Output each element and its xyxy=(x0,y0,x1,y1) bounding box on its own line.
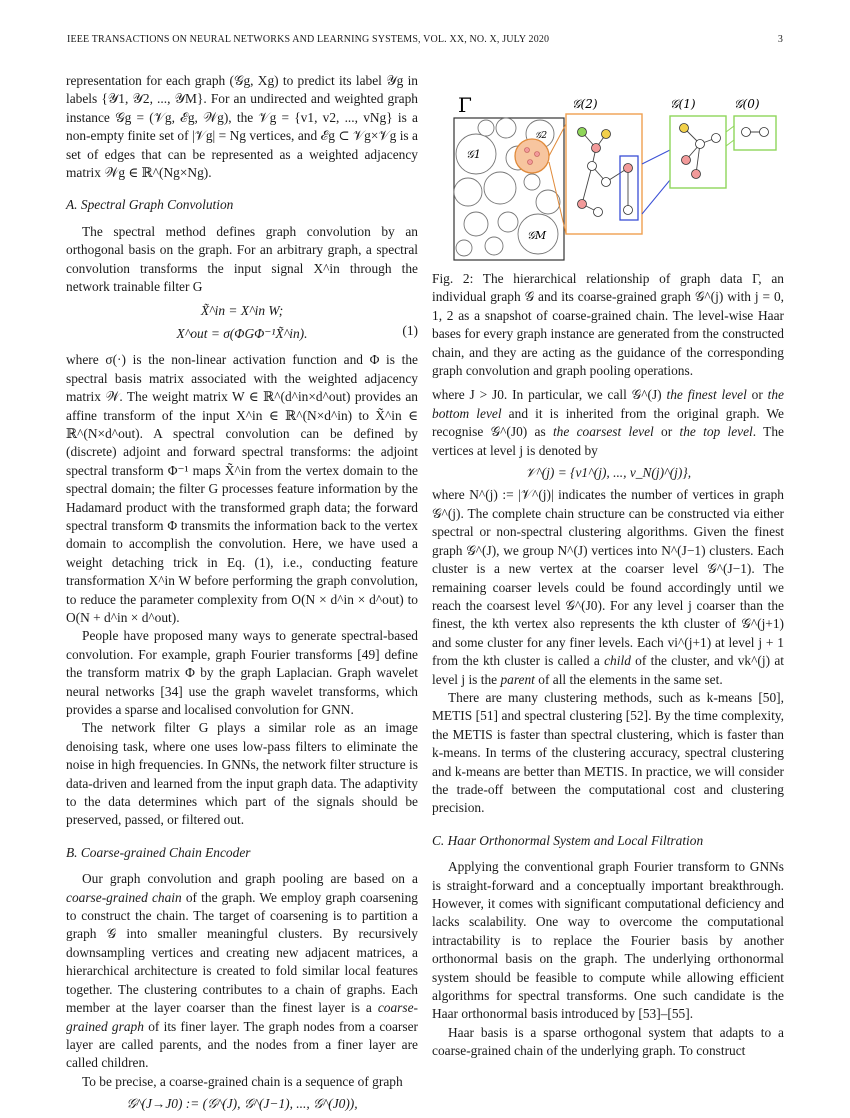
graph-circle xyxy=(485,237,503,255)
g0-box xyxy=(734,116,776,150)
connector-line xyxy=(642,150,670,164)
text-run: of the graph. We employ graph coarsening to construct the chain. The target of coarsening is to partition a graph 𝒢 into smaller meaningful clusters. By recursively downsampling vertices and creating new adjacent matrices, a hierarchical architecture is created to fold similar local features together. The clustering contributes to a chain of graphs. Each member at the layer coarser than the finest layer is a xyxy=(66,889,418,1016)
text-run: of its finer layer. The graph nodes from a coarser layer are called parents, and the nodes from a finer layer are called children. xyxy=(66,1018,418,1071)
g2-node xyxy=(578,200,587,209)
text-run: and it is inherited from the original graph. We recognise 𝒢^(J0) as xyxy=(432,405,784,440)
graph-circle xyxy=(496,118,516,138)
selected-graph-node xyxy=(525,148,530,153)
right-paragraph-2 xyxy=(432,486,784,688)
g0-node xyxy=(742,128,751,137)
g2-node xyxy=(592,144,601,153)
graph-circle xyxy=(498,212,518,232)
emphasis-bottom-level: the bottom level xyxy=(432,387,784,421)
equation-1-number: (1) xyxy=(402,323,418,339)
g2-node xyxy=(624,164,633,173)
right-column xyxy=(432,72,784,1061)
section-a-paragraph-2: where σ(·) is the non-linear activation function and Φ is the spectral basis matrix associated with the weighted adjacency matrix 𝒲. The weight matrix W ∈ ℝ^(d^in×d^out) provides an affine transform of the input X^in ∈ ℝ^(N×d^in) to X̃^in ∈ ℝ^(N×d^out). A spectral convolution can be defined by (discrete) adjoint and forward spectral transforms: the adjoint spectral transform Φ⁻¹ maps X̃^in from the vertex domain to the spectral domain; the filter G processes feature information by the Hadamard product with the transformed graph data; the forward spectral transform Φ transmits the information back to the vertex domain to accomplish the convolution. Here, we have used a weight detaching trick in Eq. (1), i.e., conducting feature transformation X^in W before performing the graph convolution, to reduce the parameter complexity from O(N × d^in × d^out) to O(N + d^in × d^out). xyxy=(66,352,418,625)
g2-nodes xyxy=(578,128,633,217)
graph-circle xyxy=(454,178,482,206)
running-head xyxy=(67,34,783,45)
g2-node xyxy=(602,178,611,187)
page-number: 3 xyxy=(777,34,783,45)
emphasis-coarse-grained-graph: coarse-grained graph xyxy=(66,1000,418,1034)
section-c-paragraph-2: Haar basis is a sparse orthogonal system that adapts to a coarse-grained chain of the underlying graph. To construct xyxy=(432,1024,784,1059)
section-c-heading: C. Haar Orthonormal System and Local Filtration xyxy=(432,832,704,848)
equation-1-line-1: X̃^in = X^in W; xyxy=(200,303,284,319)
section-b-paragraph-2: To be precise, a coarse-grained chain is a sequence of graph xyxy=(82,1073,403,1089)
g1-node xyxy=(682,156,691,165)
g2-node xyxy=(594,208,603,217)
section-a-paragraph-3: People have proposed many ways to generate spectral-based convolution. For example, graph Fourier transforms [49] define the transform matrix Φ by the graph Laplacian. Graph wavelet neural networks [34] use the graph wavelet transforms, which provides a sparse and localised convolution for GNN. xyxy=(66,628,418,717)
connector-line xyxy=(642,180,670,214)
section-b-paragraph-1 xyxy=(66,870,418,1072)
right-paragraph-1 xyxy=(432,386,784,460)
g1-label: 𝒢(1) xyxy=(670,97,696,111)
g2-node xyxy=(624,206,633,215)
text-run: of all the elements in the same set. xyxy=(534,671,723,687)
gamma-label: Γ xyxy=(458,93,472,117)
g2-edge xyxy=(582,166,592,204)
g2-node xyxy=(578,128,587,137)
section-b-heading: B. Coarse-grained Chain Encoder xyxy=(66,844,251,860)
g1-edges xyxy=(684,128,716,174)
text-run: or xyxy=(746,387,768,403)
section-c-paragraph-1: Applying the conventional graph Fourier transform to GNNs is straight-forward and a conceptually important breakthrough. However, it comes with significant computational deficiency and lacks scalability. One way to overcome the computational intractability is to replace the Fourier basis by another orthonormal basis on the graph. The underlying orthonormal system should be feasible to compute while allowing efficient algorithms for spectral transforms. One such candidate is the Haar orthonormal basis introduced by [53]–[55]. xyxy=(432,859,784,1022)
text-run: . The vertices at level j is denoted by xyxy=(432,424,784,458)
section-a-heading: A. Spectral Graph Convolution xyxy=(66,197,234,213)
equation-1-line-2: X^out = σ(ΦGΦ⁻¹X̃^in). xyxy=(176,325,308,341)
g0-label: 𝒢(0) xyxy=(734,97,760,111)
g1-node xyxy=(692,170,701,179)
text-run: or xyxy=(653,424,680,440)
connector-line xyxy=(726,126,734,132)
left-column xyxy=(66,72,418,1118)
g1-node xyxy=(696,140,705,149)
connector-line xyxy=(726,140,734,146)
figure-2 xyxy=(432,84,784,264)
emphasis-coarsest-level: the coarsest level xyxy=(552,424,654,440)
text-run: Our graph convolution and graph pooling are based on a xyxy=(82,871,418,887)
section-a-paragraph-1: The spectral method defines graph convolution by an orthogonal basis on the graph. For an arbitrary graph, a spectral convolution transforms the input signal X^in through the network trainable filter G xyxy=(66,223,418,295)
g0-node xyxy=(760,128,769,137)
emphasis-child: child xyxy=(604,653,631,669)
equation-1 xyxy=(66,302,418,343)
section-a-paragraph-4: The network filter G plays a similar role as an image denoising task, where one uses low-pass filters to eliminate the noise in high frequencies. In GNNs, the network filter structure is data-driven and learned from the input graph data. The adaptivity to the data determines which part of the signals should be preserved, passed, or filtered out. xyxy=(66,720,418,828)
selected-graph-node xyxy=(528,160,533,165)
intro-paragraph: representation for each graph (𝒢g, Xg) to predict its label 𝒴g in labels {𝒴1, 𝒴2, ..., 𝒴M}. For an undirected and weighted graph instance 𝒢g = (𝒱g, ℰg, 𝒲g), the 𝒱g = {v1, v2, ..., vNg} is a non-empty finite set of |𝒱g| = Ng vertices, and ℰg ⊂ 𝒱g×𝒱g is a set of edges that can be represented as a weighted adjacency matrix 𝒲g ∈ ℝ^(Ng×Ng). xyxy=(66,73,418,181)
equation-vertices: 𝒱^(j) = {v1^(j), ..., v_N(j)^(j)}, xyxy=(524,465,692,481)
emphasis-finest-level: the finest level xyxy=(666,387,747,403)
equation-chain: 𝒢^(J→J0) := (𝒢^(J), 𝒢^(J−1), ..., 𝒢^(J0)), xyxy=(126,1096,358,1112)
journal-title: IEEE TRANSACTIONS ON NEURAL NETWORKS AND LEARNING SYSTEMS, VOL. XX, NO. X, JULY 2020 xyxy=(67,34,550,45)
text-run: where J > J0. In particular, we call 𝒢^(J) xyxy=(432,387,667,403)
graph-circle xyxy=(524,174,540,190)
g2-node xyxy=(588,162,597,171)
hierarchy-diagram xyxy=(432,84,784,264)
g1-nodes xyxy=(680,124,721,179)
text-run: where N^(j) := |𝒱^(j)| indicates the number of vertices in graph 𝒢^(j). The complete chain structure can be constructed via either spectral or non-spectral clustering algorithms. Given the finest graph 𝒢^(J), we group N^(J) vertices into N^(J−1) clusters. Each cluster is a new vertex at the coarser level 𝒢^(J−1). The remaining coarser levels could be found accordingly until we reach the coarsest level 𝒢^(J0). For any level j coarser than the finest, the kth vertex also represents the kth cluster of 𝒢^(j+1) and some cluster for any finer levels. Each vi^(j+1) at level j + 1 from the kth cluster is called a xyxy=(432,487,784,669)
text-run: of the cluster, and vk^(j) at level j is the xyxy=(432,653,784,687)
g2-label: 𝒢(2) xyxy=(572,97,598,111)
g-sub-2-label: 𝒢2 xyxy=(535,131,548,141)
selected-graph-node xyxy=(535,152,540,157)
graph-circle xyxy=(456,240,472,256)
graph-circle xyxy=(484,172,516,204)
graph-circle xyxy=(464,212,488,236)
g2-node xyxy=(602,130,611,139)
right-paragraph-3: There are many clustering methods, such as k-means [50], METIS [51] and spectral clustering [52]. By the time complexity, the METIS is faster than spectral clustering, which is faster than k-means. In terms of the clustering accuracy, spectral clustering and k-means are better than METIS. In practice, we will consider the trade-off between the computational cost and clustering precision. xyxy=(432,689,784,816)
figure-2-caption: Fig. 2: The hierarchical relationship of graph data Γ, an individual graph 𝒢 and its coarse-grained graph 𝒢^(j) with j = 0, 1, 2 as a snapshot of coarse-grained chain. The level-wise Haar bases for every graph instance are generated from the constructed chain, and they are acting as the guidance of the corresponding graph convolution and graph pooling operations. xyxy=(432,271,784,379)
emphasis-parent: parent xyxy=(500,671,535,687)
emphasis-coarse-grained-chain: coarse-grained chain xyxy=(66,889,182,905)
graph-circle xyxy=(478,120,494,136)
g1-node xyxy=(712,134,721,143)
g1-node xyxy=(680,124,689,133)
emphasis-top-level: the top level xyxy=(679,424,753,440)
g-sub-m-label: 𝒢M xyxy=(527,229,547,242)
g-sub-1-label: 𝒢1 xyxy=(466,148,481,161)
selected-graph-circle xyxy=(515,139,549,173)
g2-edges xyxy=(582,132,628,212)
